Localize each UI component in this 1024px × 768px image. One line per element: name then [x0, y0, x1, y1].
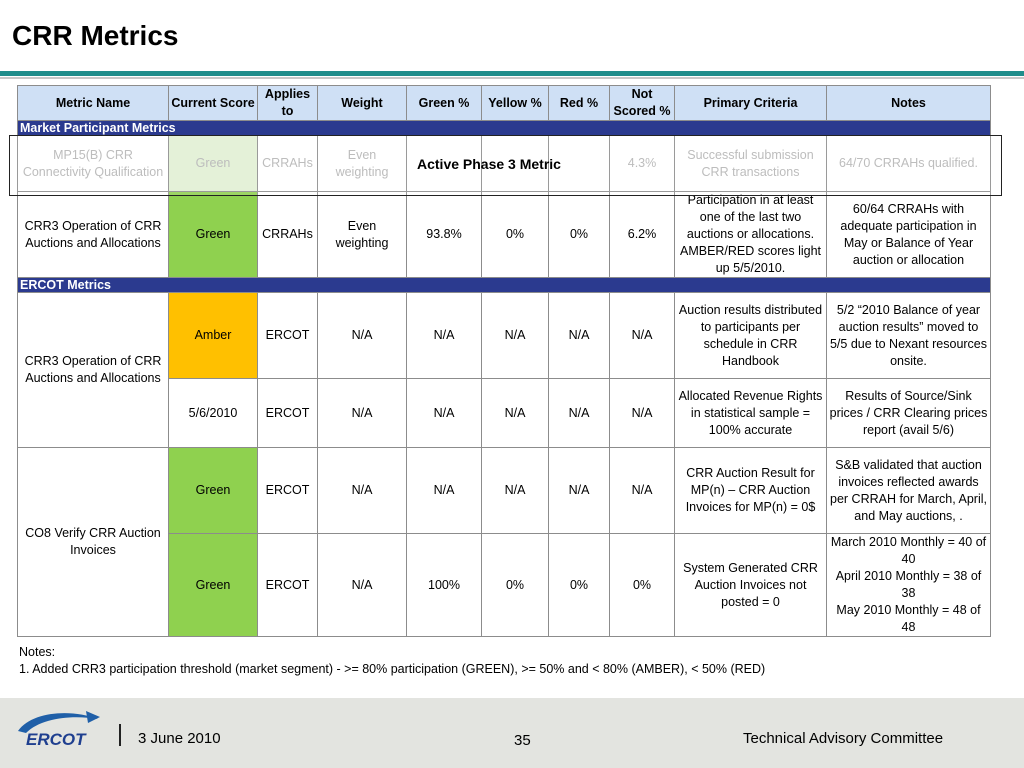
notes-item: 1. Added CRR3 participation threshold (market segment) - >= 80% participation (GREEN), >= 50% and < 80% (AMBER), < 50% (RED) — [19, 662, 766, 676]
notes-cell: 60/64 CRRAHs with adequate participation in May or Balance of Year auction or allocation — [827, 192, 991, 278]
green-pct: 93.8% — [407, 192, 482, 278]
green-pct: N/A — [407, 379, 482, 448]
not-scored-pct: 6.2% — [610, 192, 675, 278]
col-header-metric-name: Metric Name — [18, 86, 169, 121]
col-header-applies-to: Applies to — [258, 86, 318, 121]
applies-to: CRRAHs — [258, 136, 318, 192]
current-score: Green — [169, 192, 258, 278]
notes-heading: Notes: — [19, 645, 56, 659]
metric-name: CRR3 Operation of CRR Auctions and Allocations — [18, 293, 169, 448]
col-header-yellow-pct: Yellow % — [482, 86, 549, 121]
notes-cell: 5/2 “2010 Balance of year auction results” moved to 5/5 due to Nexant resources onsite. — [827, 293, 991, 379]
col-header-primary-criteria: Primary Criteria — [675, 86, 827, 121]
red-pct: N/A — [549, 379, 610, 448]
red-pct: 0% — [549, 534, 610, 637]
notes-line: March 2010 Monthly = 40 of 40 — [830, 535, 987, 566]
section-label-ercot: ERCOT Metrics — [18, 278, 991, 293]
section-label-market: Market Participant Metrics — [18, 121, 991, 136]
title-rule — [0, 71, 1024, 76]
yellow-pct: 0% — [482, 534, 549, 637]
metric-name: CO8 Verify CRR Auction Invoices — [18, 448, 169, 637]
table-row-crr3-mp — [18, 192, 991, 278]
table-row-crr3-ercot-a — [18, 293, 991, 379]
not-scored-pct: N/A — [610, 448, 675, 534]
slide-title: CRR Metrics — [12, 20, 179, 51]
applies-to: CRRAHs — [258, 192, 318, 278]
metric-name: MP15(B) CRR Connectivity Qualification — [18, 136, 169, 192]
page-number: 35 — [514, 732, 531, 749]
header-row — [18, 86, 991, 121]
yellow-pct: N/A — [482, 293, 549, 379]
col-header-weight: Weight — [318, 86, 407, 121]
title-rule-shadow — [0, 77, 1024, 79]
logo-text: ERCOT — [26, 730, 86, 749]
col-header-not-scored-pct: Not Scored % — [610, 86, 675, 121]
notes-line: April 2010 Monthly = 38 of 38 — [835, 569, 982, 600]
not-scored-pct: N/A — [610, 379, 675, 448]
yellow-pct: 0% — [482, 192, 549, 278]
primary-criteria: System Generated CRR Auction Invoices not posted = 0 — [675, 534, 827, 637]
footer-date: 3 June 2010 — [138, 730, 221, 747]
weight: N/A — [318, 534, 407, 637]
applies-to: ERCOT — [258, 293, 318, 379]
notes-cell: S&B validated that auction invoices reflected awards per CRRAH for March, April, and May auctions, . — [827, 448, 991, 534]
notes-cell: 64/70 CRRAHs qualified. — [827, 136, 991, 192]
yellow-pct: N/A — [482, 379, 549, 448]
footer-committee: Technical Advisory Committee — [743, 730, 944, 747]
primary-criteria: Allocated Revenue Rights in statistical sample = 100% accurate — [675, 379, 827, 448]
active-phase-label: Active Phase 3 Metric — [417, 156, 561, 172]
primary-criteria: Auction results distributed to participants per schedule in CRR Handbook — [675, 293, 827, 379]
current-score: 5/6/2010 — [169, 379, 258, 448]
metric-name: CRR3 Operation of CRR Auctions and Allocations — [18, 192, 169, 278]
weight: N/A — [318, 379, 407, 448]
notes-line: May 2010 Monthly = 48 of 48 — [836, 603, 981, 634]
col-header-current-score: Current Score — [169, 86, 258, 121]
primary-criteria: Participation in at least one of the last two auctions or allocations. AMBER/RED scores light up 5/5/2010. — [675, 192, 827, 278]
current-score: Green — [169, 534, 258, 637]
applies-to: ERCOT — [258, 448, 318, 534]
not-scored-pct: N/A — [610, 293, 675, 379]
section-row-market — [18, 121, 991, 136]
current-score: Amber — [169, 293, 258, 379]
not-scored-pct: 0% — [610, 534, 675, 637]
col-header-green-pct: Green % — [407, 86, 482, 121]
not-scored-pct: 4.3% — [610, 136, 675, 192]
applies-to: ERCOT — [258, 534, 318, 637]
current-score: Green — [169, 136, 258, 192]
weight: N/A — [318, 293, 407, 379]
col-header-notes: Notes — [827, 86, 991, 121]
weight: Even weighting — [318, 136, 407, 192]
weight: Even weighting — [318, 192, 407, 278]
current-score: Green — [169, 448, 258, 534]
footer-separator — [119, 724, 121, 746]
primary-criteria: Successful submission CRR transactions — [675, 136, 827, 192]
red-pct: N/A — [549, 448, 610, 534]
red-pct: N/A — [549, 293, 610, 379]
red-pct: 0% — [549, 192, 610, 278]
col-header-red-pct: Red % — [549, 86, 610, 121]
primary-criteria: CRR Auction Result for MP(n) – CRR Auction Invoices for MP(n) = 0$ — [675, 448, 827, 534]
table-row-co8-a — [18, 448, 991, 534]
notes-block — [19, 644, 765, 678]
notes-cell — [827, 534, 991, 637]
ercot-logo — [12, 707, 102, 751]
yellow-pct: N/A — [482, 448, 549, 534]
applies-to: ERCOT — [258, 379, 318, 448]
green-pct: 100% — [407, 534, 482, 637]
section-row-ercot — [18, 278, 991, 293]
green-pct: N/A — [407, 448, 482, 534]
notes-cell: Results of Source/Sink prices / CRR Clearing prices report (avail 5/6) — [827, 379, 991, 448]
green-pct: N/A — [407, 293, 482, 379]
weight: N/A — [318, 448, 407, 534]
